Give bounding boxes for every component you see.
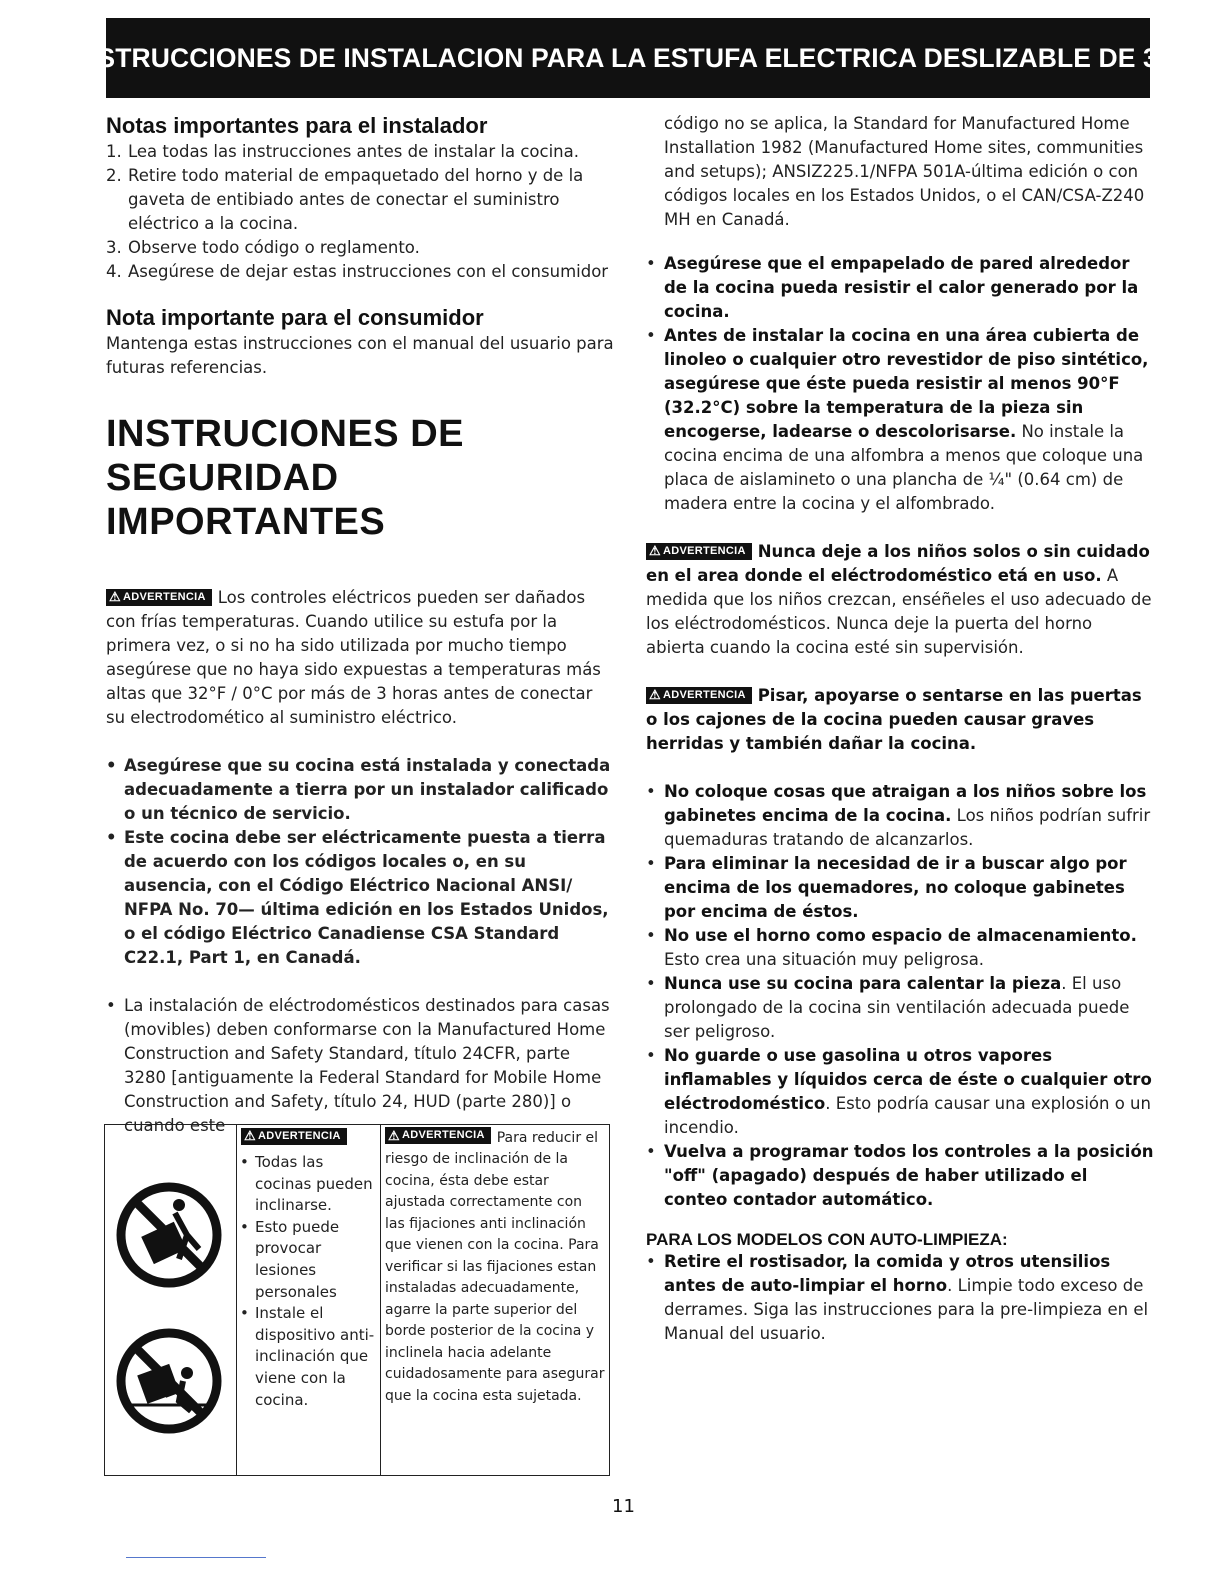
children-warning: ⚠ ADVERTENCIA Nunca deje a los niños solos o sin cuidado en el area donde el eléctrodoméstico etá en uso. A medida que los niños crezcan, enséñeles el uso adecuado de los eléctrodomésticos. Nunca deje la puerta del horno abierta cuando la cocina esté sin supervisión. xyxy=(646,540,1154,660)
list-item: 4. Asegúrese de dejar estas instrucciones con el consumidor xyxy=(106,262,609,281)
grounding-bullets xyxy=(106,754,614,970)
tip-warning-right: ⚠ ADVERTENCIA Para reducir el riesgo de inclinación de la cocina, ésta debe estar ajustada correctamente con las fijaciones anti inclinación que vienen con la cocina. Para verificar si las fijaciones estan instaladas adecuadamente, agarre la parte superior del borde posterior de la cocina y inclinela hacia adelante cuidadosamente para asegurar que la cocina esta sujetada. xyxy=(381,1125,609,1475)
list-item: • Este cocina debe ser eléctricamente puesta a tierra de acuerdo con los códigos locales o, en su ausencia, con el Código Eléctrico Nacional ANSI/ NFPA No. 70— última edición en los Estados Unidos, o el código Eléctrico Canadiense CSA Standard C22.1, Part 1, en Canadá. xyxy=(106,826,614,970)
doors-warning: ⚠ ADVERTENCIA Pisar, apoyarse o sentarse en las puertas o los cajones de la cocina pueden causar graves herridas y también dañar la cocina. xyxy=(646,684,1154,756)
list-item: • No coloque cosas que atraigan a los niños sobre los gabinetes encima de la cocina. Los niños podrían sufrir quemaduras tratando de alcanzarlos. xyxy=(646,780,1154,852)
left-column xyxy=(106,112,614,1138)
list-item: 1. Lea todas las instrucciones antes de instalar la cocina. xyxy=(106,142,579,161)
list-item: • Asegúrese que su cocina está instalada y conectada adecuadamente a tierra por un instalador calificado o un técnico de servicio. xyxy=(106,754,614,826)
self-clean-bullets xyxy=(646,1250,1154,1346)
right-column xyxy=(646,112,1154,1346)
footer-divider xyxy=(126,1557,266,1558)
warning-badge: ⚠ ADVERTENCIA xyxy=(646,687,752,704)
tip-over-prohibited-icon xyxy=(105,1125,237,1477)
anti-tip-warning-box xyxy=(104,1124,610,1476)
list-item: 3. Observe todo código o reglamento. xyxy=(106,238,420,257)
list-item: 2. Retire todo material de empaquetado del horno y de la gaveta de entibiado antes de conectar el suministro eléctrico a la cocina. xyxy=(106,166,584,233)
list-item: • Esto puede provocar lesiones personales xyxy=(237,1217,380,1303)
tip-warning-middle xyxy=(237,1125,381,1475)
anti-tip-instructions: reducir el riesgo de inclinación de la cocina, ésta debe estar ajustada correctamente con las fijaciones anti inclinación que vienen con la cocina. Para verificar si las fijaciones estan instaladas adecuadamente, agarre la parte superior del borde posterior de la cocina y inclinela hacia adelante cuidadosamente para asegurar que la cocina esta sujetada. xyxy=(385,1129,605,1404)
self-clean-heading: PARA LOS MODELOS CON AUTO-LIMPIEZA: xyxy=(646,1230,1008,1249)
warning-triangle-icon: ⚠ xyxy=(649,687,661,702)
mobile-home-bullet xyxy=(106,994,614,1138)
warning-badge: ⚠ ADVERTENCIA xyxy=(106,589,212,606)
list-item: • Antes de instalar la cocina en una área cubierta de linoleo o cualquier otro revestidor de piso sintético, asegúrese que éste pueda resistir al menos 90°F (32.2°C) sobre la temperatura de la pieza sin encogerse, ladearse o descolorisarse. No instale la cocina encima de una alfombra a menos que coloque una placa de aislamineto o una plancha de ¼" (0.64 cm) de madera entre la cocina y el alfombrado. xyxy=(646,324,1154,516)
list-item: • Retire el rostisador, la comida y otros utensilios antes de auto-limpiar el horno. Limpie todo exceso de derrames. Siga las instrucciones para la pre-limpieza en el Manual del usuario. xyxy=(646,1250,1154,1346)
warning-pictograms xyxy=(105,1125,237,1475)
warning-triangle-icon: ⚠ xyxy=(649,543,661,558)
list-item: • Para eliminar la necesidad de ir a buscar algo por encima de los quemadores, no coloque gabinetes por encima de éstos. xyxy=(646,852,1154,924)
controls-warning: ⚠ ADVERTENCIA Los controles eléctricos pueden ser dañados con frías temperaturas. Cuando utilice su estufa por la primera vez, o si no ha sido utilizada por mucho tiempo asegúrese que no haya sido expuestas a temperaturas más altas que 32°F / 0°C por más de 3 horas antes de conectar su electrodométicο al suministro eléctrico. xyxy=(106,586,614,730)
consumer-note-text: Mantenga estas instrucciones con el manual del usuario para futuras referencias. xyxy=(106,334,614,377)
tip-warning-bullets xyxy=(237,1152,380,1411)
warning-triangle-icon: ⚠ xyxy=(244,1128,256,1143)
safety-title: INSTRUCIONES DE SEGURIDAD IMPORTANTES xyxy=(106,413,464,543)
consumer-note-heading: Nota importante para el consumidor xyxy=(106,305,484,330)
installer-notes-list xyxy=(106,140,614,284)
list-item: • Asegúrese que el empapelado de pared alrededor de la cocina pueda resistir el calor generado por la cocina. xyxy=(646,252,1154,324)
warning-badge: ⚠ ADVERTENCIA xyxy=(646,543,752,560)
list-item: • Instale el dispositivo anti-inclinación que viene con la cocina. xyxy=(237,1303,380,1411)
list-item: • Vuelva a programar todos los controles a la posición "off" (apagado) después de haber utilizado el conteo contador automático. xyxy=(646,1140,1154,1212)
warning-triangle-icon: ⚠ xyxy=(109,589,121,604)
wall-floor-bullets xyxy=(646,252,1154,516)
list-item: • Todas las cocinas pueden inclinarse. xyxy=(237,1152,380,1217)
page-banner: INSTRUCCIONES DE INSTALACION PARA LA ESTUFA ELECTRICA DESLIZABLE DE 30" xyxy=(106,18,1150,98)
safety-bullets xyxy=(646,780,1154,1212)
list-item: • No use el horno como espacio de almacenamiento. Esto crea una situación muy peligrosa. xyxy=(646,924,1154,972)
warning-triangle-icon: ⚠ xyxy=(388,1127,400,1143)
mobile-home-continuation: código no se aplica, la Standard for Manufactured Home Installation 1982 (Manufactured Home sites, communities and setups); ANSIZ225.1/NFPA 501A-última edición o con códigos locales en los Estados Unidos, o el CAN/CSA-Z240 MH en Canadá. xyxy=(664,114,1145,229)
list-item: • Nunca use su cocina para calentar la pieza. El uso prolongado de la cocina sin ventilación adecuada puede ser peligroso. xyxy=(646,972,1154,1044)
list-item: • No guarde o use gasolina u otros vapores inflamables y líquidos cerca de éste o cualquier otro eléctrodoméstico. Esto podría causar una explosión o un incendio. xyxy=(646,1044,1154,1140)
warning-badge: ⚠ ADVERTENCIA xyxy=(241,1128,347,1145)
installer-notes-heading: Notas importantes para el instalador xyxy=(106,113,488,138)
list-item: • La instalación de eléctrodomésticos destinados para casas (movibles) deben conformarse con la Manufactured Home Construction and Safety Standard, título 24CFR, parte 3280 [antiguamente la Federal Standard for Mobile Home Construction and Safety, título 24, HUD (parte 280)] o cuando este xyxy=(106,994,614,1138)
page-number: 11 xyxy=(612,1496,635,1517)
warning-badge: ⚠ ADVERTENCIA xyxy=(385,1127,491,1144)
